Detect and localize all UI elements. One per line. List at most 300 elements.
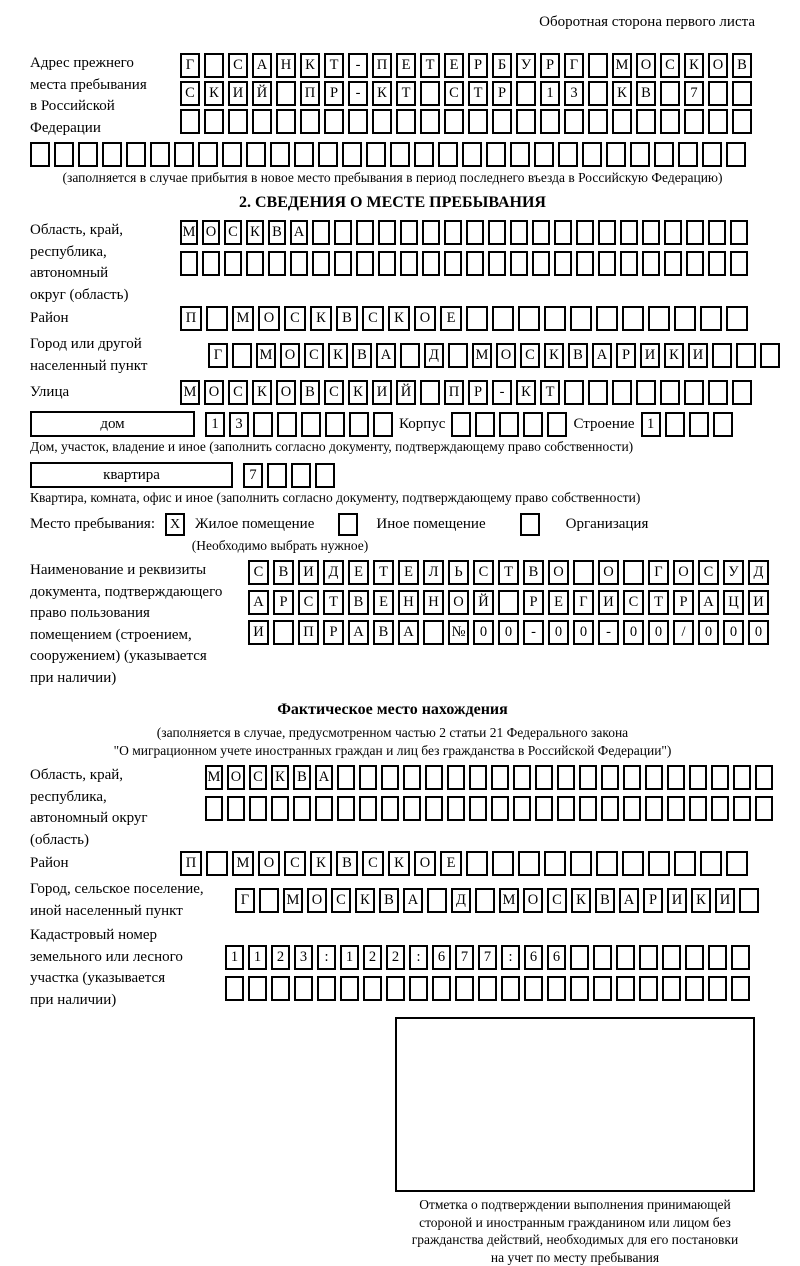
form-cell xyxy=(601,796,619,821)
form-cell: С xyxy=(324,380,344,405)
form-cell: М xyxy=(232,851,254,876)
form-cell: 0 xyxy=(548,620,569,645)
korpus-label: Корпус xyxy=(399,416,445,433)
form-cell xyxy=(535,765,553,790)
form-cell: К xyxy=(246,220,264,245)
form-cell xyxy=(616,976,635,1001)
form-cell xyxy=(642,220,660,245)
form-cell: Т xyxy=(498,560,519,585)
form-cell xyxy=(616,945,635,970)
mesto-label: Место пребывания: xyxy=(30,516,155,533)
form-cell: И xyxy=(598,590,619,615)
form-cell: 0 xyxy=(648,620,669,645)
form-cell xyxy=(547,976,566,1001)
label-line: иной населенный пункт xyxy=(30,901,235,923)
form-cell xyxy=(277,412,297,437)
form-cell xyxy=(593,976,612,1001)
form-cell xyxy=(726,142,746,167)
form-cell xyxy=(660,109,680,134)
form-cell xyxy=(290,251,308,276)
form-cell: И xyxy=(372,380,392,405)
form-cell: О xyxy=(414,851,436,876)
form-cell xyxy=(451,412,471,437)
form-cell xyxy=(712,343,732,368)
document-row-2 xyxy=(248,590,769,615)
form-cell xyxy=(300,109,320,134)
form-cell xyxy=(466,851,488,876)
fact-kadastr-label xyxy=(30,925,225,1011)
form-cell xyxy=(359,765,377,790)
form-cell xyxy=(686,251,704,276)
form-cell xyxy=(422,220,440,245)
form-cell xyxy=(425,796,443,821)
fact-kadastr-row-2 xyxy=(225,976,755,1001)
label-line: Кадастровый номер xyxy=(30,925,225,947)
label-line: помещением (строением, xyxy=(30,625,248,647)
s2-raion-field xyxy=(30,306,755,331)
form-cell xyxy=(598,251,616,276)
form-cell: - xyxy=(348,81,368,106)
form-cell xyxy=(730,220,748,245)
label-line: при наличии) xyxy=(30,990,225,1012)
form-cell xyxy=(432,976,451,1001)
form-cell xyxy=(466,251,484,276)
form-cell xyxy=(301,412,321,437)
form-cell xyxy=(386,976,405,1001)
form-cell: Й xyxy=(252,81,272,106)
s2-kvartira-field xyxy=(30,462,755,488)
form-cell: А xyxy=(376,343,396,368)
form-cell: М xyxy=(180,380,200,405)
checkbox-organizatsiya xyxy=(520,513,540,536)
checkbox-inoe xyxy=(338,513,358,536)
form-cell xyxy=(588,81,608,106)
form-cell: С xyxy=(248,560,269,585)
form-cell xyxy=(381,765,399,790)
form-cell: О xyxy=(598,560,619,585)
form-cell xyxy=(427,888,447,913)
form-cell xyxy=(400,343,420,368)
form-cell: Г xyxy=(648,560,669,585)
prev-address-row-3 xyxy=(180,109,755,134)
form-cell xyxy=(348,109,368,134)
form-cell xyxy=(462,142,482,167)
form-cell xyxy=(486,142,506,167)
form-cell: О xyxy=(673,560,694,585)
form-cell xyxy=(535,796,553,821)
form-cell: 0 xyxy=(723,620,744,645)
form-cell xyxy=(318,142,338,167)
form-cell: В xyxy=(595,888,615,913)
form-cell xyxy=(30,142,50,167)
form-cell xyxy=(359,796,377,821)
form-cell xyxy=(620,251,638,276)
form-cell: Б xyxy=(492,53,512,78)
form-cell: О xyxy=(548,560,569,585)
form-cell xyxy=(544,851,566,876)
form-cell xyxy=(253,412,273,437)
form-cell: И xyxy=(298,560,319,585)
form-cell xyxy=(513,765,531,790)
form-cell xyxy=(689,412,709,437)
form-cell: Р xyxy=(273,590,294,615)
form-cell xyxy=(337,765,355,790)
form-cell xyxy=(730,251,748,276)
form-cell: 1 xyxy=(641,412,661,437)
form-cell xyxy=(547,412,567,437)
form-cell xyxy=(606,142,626,167)
stamp-area-box xyxy=(395,1017,755,1192)
form-cell: И xyxy=(248,620,269,645)
form-cell: В xyxy=(373,620,394,645)
form-cell xyxy=(222,142,242,167)
form-cell xyxy=(420,380,440,405)
kvartira-box: квартира xyxy=(30,462,233,488)
label-line: населенный пункт xyxy=(30,356,180,378)
form-cell xyxy=(469,765,487,790)
form-cell: И xyxy=(640,343,660,368)
label-line: участка (указывается xyxy=(30,968,225,990)
form-cell xyxy=(180,109,200,134)
form-cell: С xyxy=(228,53,248,78)
form-cell xyxy=(686,220,704,245)
form-cell: К xyxy=(544,343,564,368)
form-cell: О xyxy=(258,306,280,331)
form-cell xyxy=(570,976,589,1001)
form-cell xyxy=(708,81,728,106)
form-cell xyxy=(227,796,245,821)
form-cell: И xyxy=(667,888,687,913)
form-cell: Р xyxy=(468,53,488,78)
form-cell xyxy=(612,380,632,405)
s2-gorod-label xyxy=(30,334,180,377)
form-cell: О xyxy=(414,306,436,331)
form-cell xyxy=(206,306,228,331)
form-cell: К xyxy=(300,53,320,78)
form-cell xyxy=(248,976,267,1001)
form-cell: 3 xyxy=(294,945,313,970)
form-cell: И xyxy=(748,590,769,615)
form-cell: Й xyxy=(396,380,416,405)
form-cell: К xyxy=(684,53,704,78)
document-block xyxy=(30,560,755,689)
form-cell xyxy=(475,412,495,437)
form-cell: Р xyxy=(323,620,344,645)
form-cell: К xyxy=(252,380,272,405)
form-cell xyxy=(324,109,344,134)
form-cell: С xyxy=(444,81,464,106)
s2-gorod-field xyxy=(30,334,755,377)
form-cell: : xyxy=(409,945,428,970)
fact-gorod-row xyxy=(235,888,759,913)
form-cell: 0 xyxy=(698,620,719,645)
s2-ulitsa-row xyxy=(180,380,752,405)
form-cell xyxy=(582,142,602,167)
form-cell: К xyxy=(328,343,348,368)
form-cell: Д xyxy=(424,343,444,368)
fact-raion-field xyxy=(30,851,755,876)
form-cell: А xyxy=(315,765,333,790)
form-cell xyxy=(204,53,224,78)
form-cell xyxy=(733,765,751,790)
label-line: республика, xyxy=(30,242,180,264)
form-cell xyxy=(700,306,722,331)
form-cell: Р xyxy=(673,590,694,615)
form-cell xyxy=(390,142,410,167)
label-line: земельного или лесного xyxy=(30,947,225,969)
s2-oblast-rows xyxy=(180,220,755,306)
form-cell: Р xyxy=(643,888,663,913)
form-cell xyxy=(689,796,707,821)
form-cell: В xyxy=(568,343,588,368)
prev-address-block xyxy=(30,53,755,139)
form-cell: О xyxy=(307,888,327,913)
form-cell xyxy=(532,220,550,245)
form-cell xyxy=(259,888,279,913)
form-cell: Г xyxy=(180,53,200,78)
form-cell xyxy=(573,560,594,585)
form-cell xyxy=(423,620,444,645)
page-header: Оборотная сторона первого листа xyxy=(30,14,755,31)
form-cell: Р xyxy=(616,343,636,368)
form-cell: Ц xyxy=(723,590,744,615)
form-cell: А xyxy=(698,590,719,615)
form-cell: К xyxy=(310,851,332,876)
form-cell: А xyxy=(290,220,308,245)
form-cell xyxy=(334,251,352,276)
form-cell xyxy=(466,306,488,331)
dom-number-row xyxy=(205,412,393,437)
form-cell xyxy=(623,765,641,790)
form-cell xyxy=(558,142,578,167)
s2-oblast-label xyxy=(30,220,180,306)
s2-dom-field xyxy=(30,411,755,437)
form-cell: К xyxy=(310,306,332,331)
label-line: Город или другой xyxy=(30,334,180,356)
form-cell: 7 xyxy=(455,945,474,970)
form-cell: 0 xyxy=(748,620,769,645)
form-cell xyxy=(516,81,536,106)
form-cell: П xyxy=(372,53,392,78)
form-cell: С xyxy=(228,380,248,405)
form-cell: Е xyxy=(348,560,369,585)
form-cell xyxy=(523,412,543,437)
mesto-note: (Необходимо выбрать нужное) xyxy=(30,538,530,554)
form-cell: В xyxy=(336,306,358,331)
form-cell: 3 xyxy=(229,412,249,437)
form-cell: К xyxy=(204,81,224,106)
form-cell: 1 xyxy=(225,945,244,970)
form-cell xyxy=(576,220,594,245)
form-cell: К xyxy=(271,765,289,790)
form-cell xyxy=(403,765,421,790)
label-line: Область, край, xyxy=(30,220,180,242)
form-cell xyxy=(667,796,685,821)
form-cell: Д xyxy=(323,560,344,585)
form-cell xyxy=(356,220,374,245)
form-cell xyxy=(363,976,382,1001)
form-cell xyxy=(447,765,465,790)
form-cell xyxy=(252,109,272,134)
form-cell xyxy=(492,851,514,876)
form-cell xyxy=(334,220,352,245)
form-cell xyxy=(294,142,314,167)
form-cell xyxy=(620,220,638,245)
form-cell xyxy=(498,590,519,615)
label-line: Адрес прежнего xyxy=(30,53,180,75)
form-cell xyxy=(444,251,462,276)
form-cell xyxy=(596,306,618,331)
form-cell xyxy=(501,976,520,1001)
form-cell: О xyxy=(202,220,220,245)
form-cell xyxy=(276,109,296,134)
form-cell xyxy=(622,851,644,876)
form-cell: О xyxy=(280,343,300,368)
fact-oblast-field xyxy=(30,765,755,851)
form-cell xyxy=(378,251,396,276)
form-cell xyxy=(544,306,566,331)
s2-gorod-row xyxy=(208,343,780,368)
form-cell xyxy=(664,251,682,276)
form-cell: Г xyxy=(573,590,594,615)
form-cell: Т xyxy=(420,53,440,78)
form-cell: С xyxy=(362,851,384,876)
dom-note: Дом, участок, владение и иное (заполнить согласно документу, подтверждающему право собственности) xyxy=(30,439,755,455)
form-cell xyxy=(596,851,618,876)
form-cell xyxy=(534,142,554,167)
form-cell xyxy=(516,109,536,134)
form-cell: / xyxy=(673,620,694,645)
form-cell xyxy=(225,976,244,1001)
form-cell: 1 xyxy=(340,945,359,970)
form-cell: О xyxy=(523,888,543,913)
form-cell: Р xyxy=(324,81,344,106)
form-cell xyxy=(739,888,759,913)
form-cell xyxy=(204,109,224,134)
form-cell xyxy=(478,976,497,1001)
form-cell xyxy=(593,945,612,970)
form-cell xyxy=(639,976,658,1001)
form-cell: П xyxy=(180,851,202,876)
form-cell xyxy=(726,851,748,876)
form-cell xyxy=(270,142,290,167)
form-cell: С xyxy=(284,306,306,331)
form-cell: - xyxy=(598,620,619,645)
form-cell: Д xyxy=(748,560,769,585)
form-cell xyxy=(708,945,727,970)
form-cell: К xyxy=(691,888,711,913)
form-cell xyxy=(570,851,592,876)
stamp-caption xyxy=(373,1196,777,1266)
form-cell xyxy=(488,251,506,276)
form-cell: С xyxy=(473,560,494,585)
form-cell: В xyxy=(732,53,752,78)
form-cell xyxy=(403,796,421,821)
prev-address-row-4 xyxy=(30,142,755,167)
form-cell: В xyxy=(379,888,399,913)
label-line: автономный xyxy=(30,263,180,285)
form-cell: 0 xyxy=(573,620,594,645)
form-cell: В xyxy=(352,343,372,368)
form-cell xyxy=(273,620,294,645)
form-cell: В xyxy=(273,560,294,585)
form-cell xyxy=(409,976,428,1001)
fact-raion-label: Район xyxy=(30,853,180,875)
label-line: округ (область) xyxy=(30,285,180,307)
form-cell: М xyxy=(283,888,303,913)
form-cell xyxy=(469,796,487,821)
form-cell xyxy=(576,251,594,276)
form-cell xyxy=(414,142,434,167)
form-cell xyxy=(755,796,773,821)
label-line: сооружением) (указывается xyxy=(30,646,248,668)
form-cell xyxy=(636,109,656,134)
form-cell: В xyxy=(336,851,358,876)
form-cell xyxy=(246,251,264,276)
form-cell: О xyxy=(708,53,728,78)
form-cell xyxy=(276,81,296,106)
form-cell xyxy=(708,251,726,276)
fact-title: Фактическое место нахождения xyxy=(30,701,755,719)
form-cell xyxy=(557,765,575,790)
form-cell xyxy=(293,796,311,821)
fact-oblast-rows xyxy=(205,765,773,851)
form-cell xyxy=(667,765,685,790)
form-cell xyxy=(708,380,728,405)
form-cell xyxy=(315,463,335,488)
form-cell xyxy=(654,142,674,167)
label-line: (область) xyxy=(30,830,205,852)
form-cell: О xyxy=(258,851,280,876)
form-cell xyxy=(711,765,729,790)
form-cell xyxy=(732,109,752,134)
form-cell xyxy=(246,142,266,167)
form-cell xyxy=(271,976,290,1001)
form-cell: К xyxy=(388,851,410,876)
form-cell xyxy=(510,251,528,276)
mesto-prebyvaniya-row xyxy=(30,513,755,536)
form-cell xyxy=(731,945,750,970)
form-cell: Т xyxy=(373,560,394,585)
fact-oblast-row-1 xyxy=(205,765,773,790)
form-cell xyxy=(518,306,540,331)
form-cell: 0 xyxy=(498,620,519,645)
label-line: республика, xyxy=(30,787,205,809)
form-cell: В xyxy=(293,765,311,790)
form-cell xyxy=(579,796,597,821)
form-cell xyxy=(422,251,440,276)
form-cell xyxy=(366,142,386,167)
form-cell: П xyxy=(180,306,202,331)
form-cell xyxy=(491,765,509,790)
form-cell xyxy=(268,251,286,276)
form-cell xyxy=(291,463,311,488)
form-cell xyxy=(228,109,248,134)
form-cell: Е xyxy=(398,560,419,585)
form-cell xyxy=(513,796,531,821)
form-cell xyxy=(588,380,608,405)
label-line: Город, сельское поселение, xyxy=(30,879,235,901)
form-cell xyxy=(708,220,726,245)
form-cell: Л xyxy=(423,560,444,585)
stroenie-row xyxy=(641,412,733,437)
form-cell: А xyxy=(252,53,272,78)
form-cell: М xyxy=(180,220,198,245)
form-cell xyxy=(554,251,572,276)
form-cell xyxy=(588,53,608,78)
form-cell xyxy=(660,81,680,106)
form-cell xyxy=(455,976,474,1001)
